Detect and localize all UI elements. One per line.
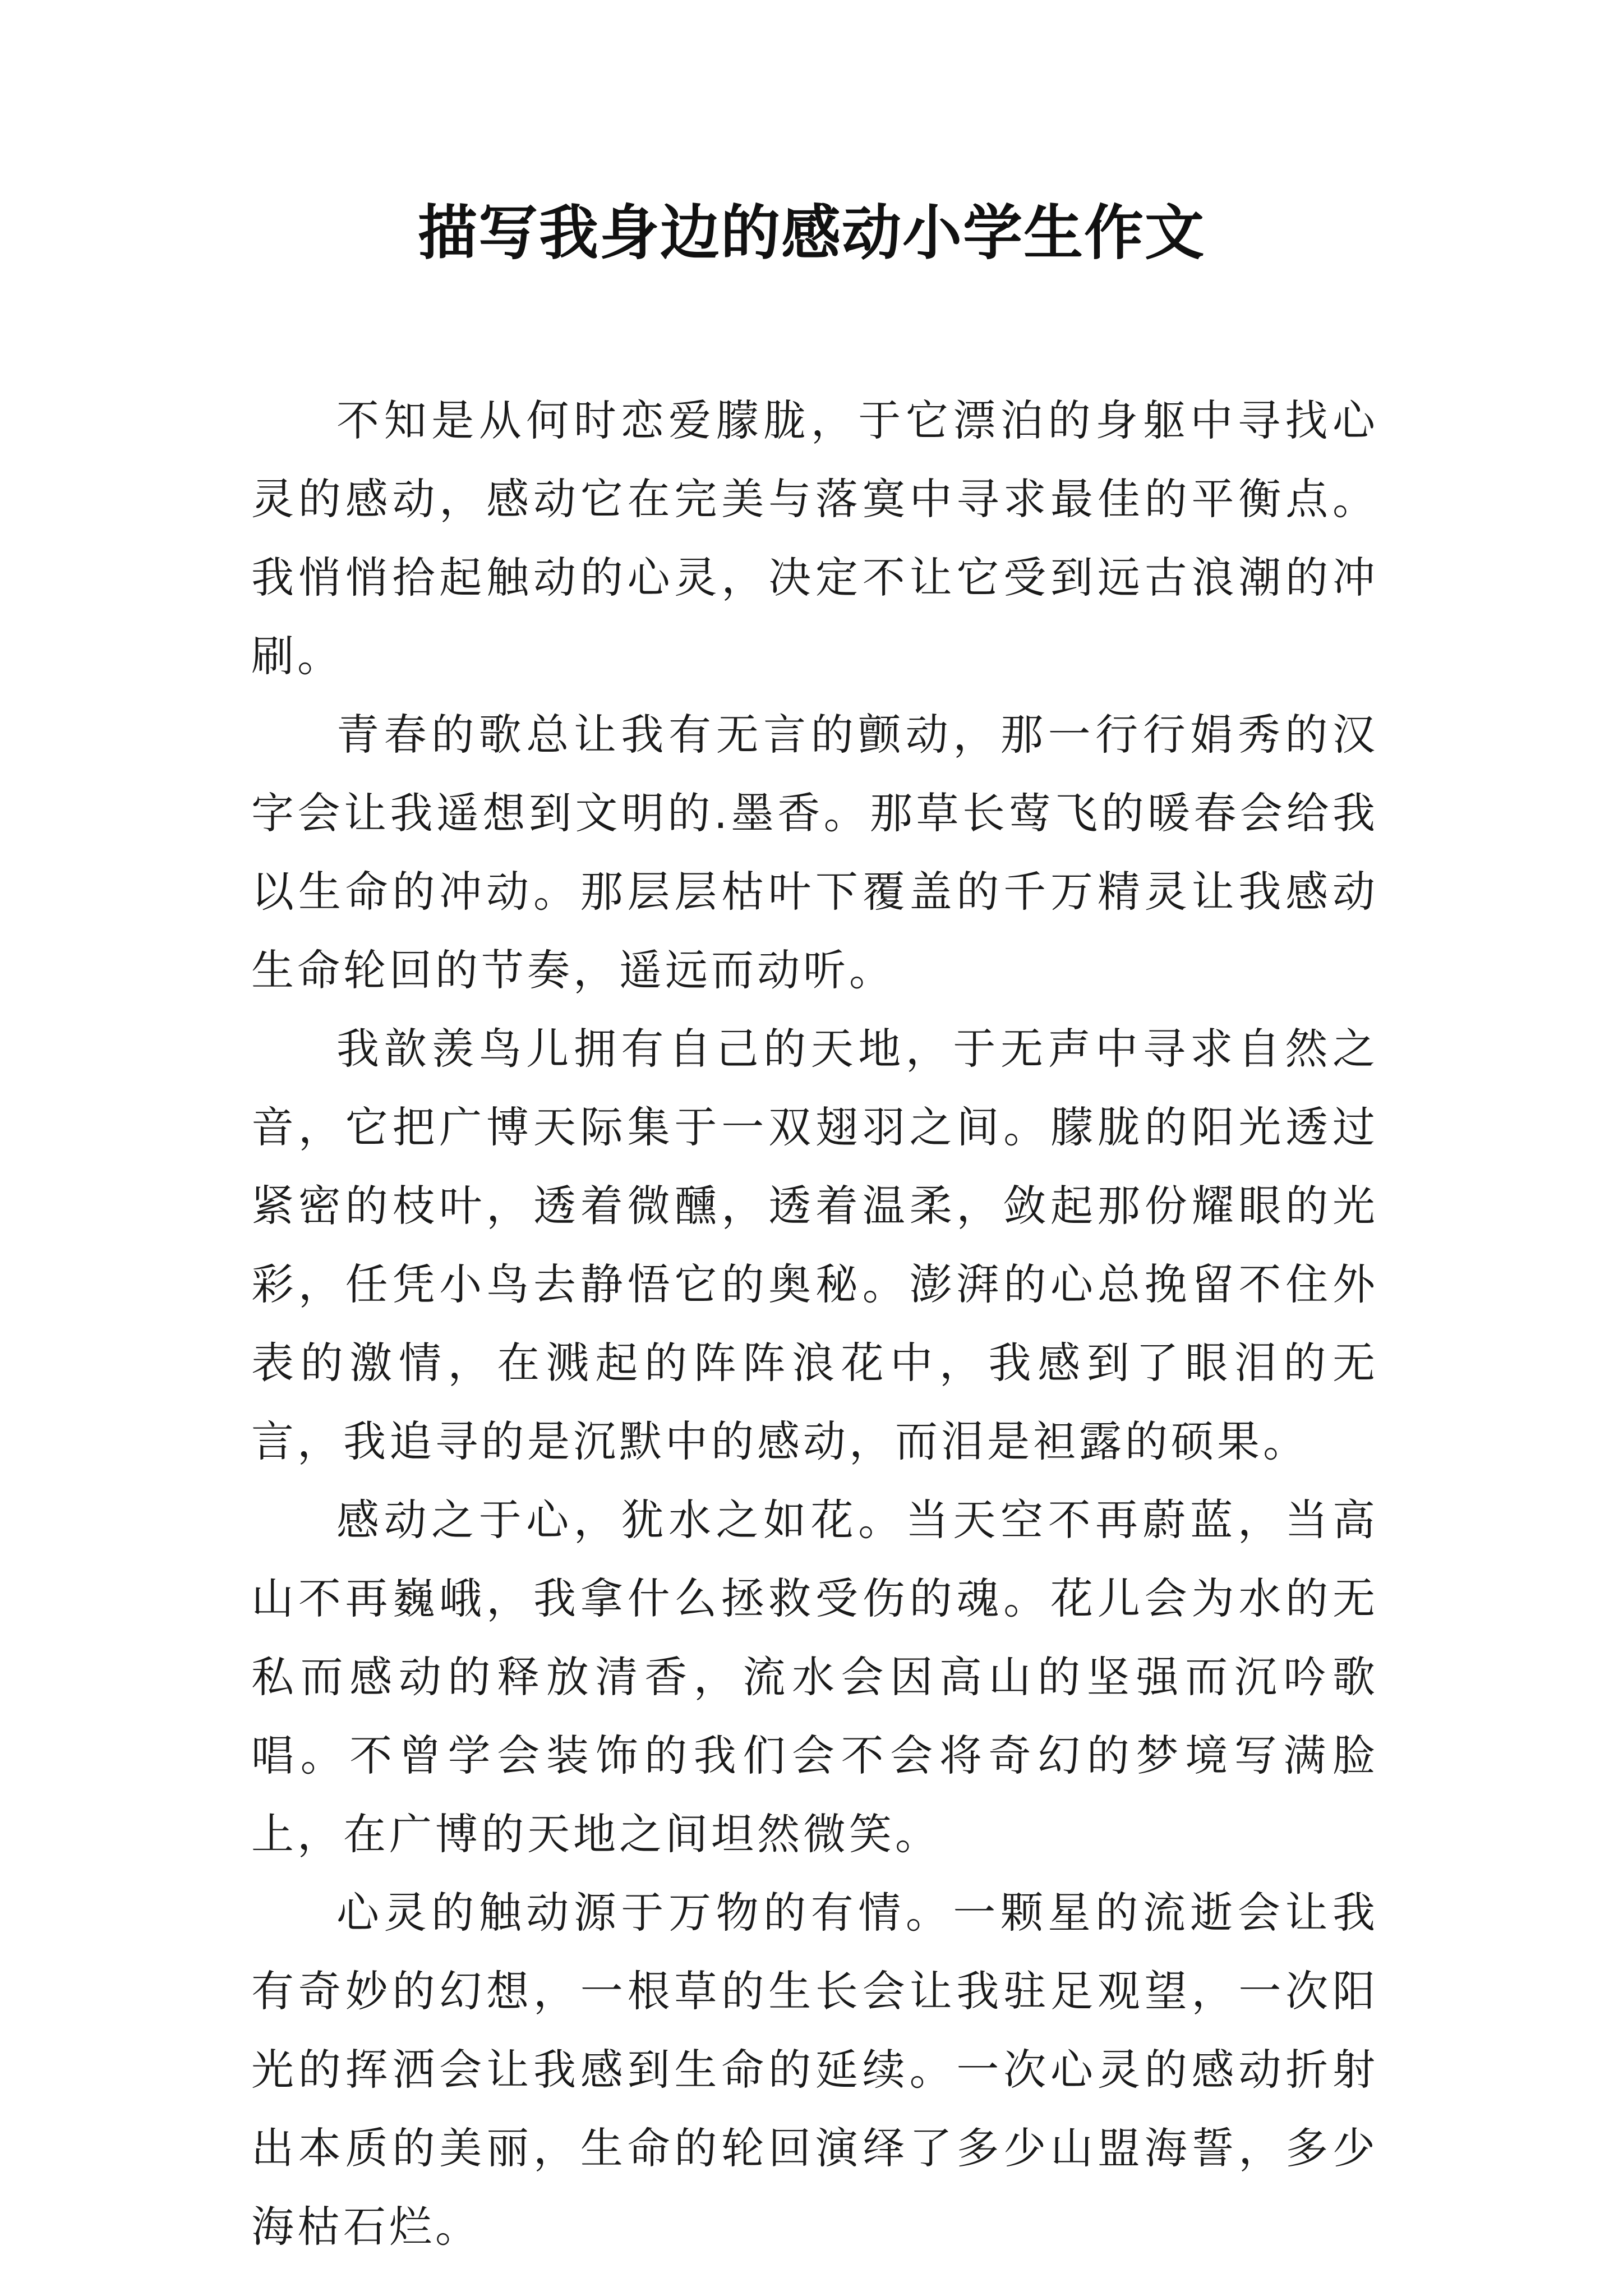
paragraph-1: 不知是从何时恋爱朦胧，于它漂泊的身躯中寻找心灵的感动，感动它在完美与落寞中寻求最佳的平衡点。我悄悄拾起触动的心灵，决定不让它受到远古浪潮的冲刷。 xyxy=(251,395,1378,681)
paragraph-3: 我歆羡鸟儿拥有自己的天地，于无声中寻求自然之音，它把广博天际集于一双翅羽之间。朦胧的阳光透过紧密的枝叶，透着微醺，透着温柔，敛起那份耀眼的光彩，任凭小鸟去静悟它的奥秘。澎湃的心总挽留不住外表的激情，在溅起的阵阵浪花中，我感到了眼泪的无言，我追寻的是沉默中的感动，而泪是袒露的硕果。 xyxy=(251,1024,1378,1466)
paragraph-4: 感动之于心，犹水之如花。当天空不再蔚蓝，当高山不再巍峨，我拿什么拯救受伤的魂。花儿会为水的无私而感动的释放清香，流水会因高山的坚强而沉吟歌唱。不曾学会装饰的我们会不会将奇幻的梦境写满脸上，在广博的天地之间坦然微笑。 xyxy=(251,1495,1378,1859)
page-title: 描写我身边的感动小学生作文 xyxy=(418,197,1205,268)
article-body xyxy=(251,381,1378,2266)
paragraph-5: 心灵的触动源于万物的有情。一颗星的流逝会让我有奇妙的幻想，一根草的生长会让我驻足观望，一次阳光的挥洒会让我感到生命的延续。一次心灵的感动折射出本质的美丽，生命的轮回演绎了多少山盟海誓，多少海枯石烂。 xyxy=(251,1888,1378,2252)
paragraph-2: 青春的歌总让我有无言的颤动，那一行行娟秀的汉字会让我遥想到文明的.墨香。那草长莺飞的暖春会给我以生命的冲动。那层层枯叶下覆盖的千万精灵让我感动生命轮回的节奏，遥远而动听。 xyxy=(251,710,1378,995)
